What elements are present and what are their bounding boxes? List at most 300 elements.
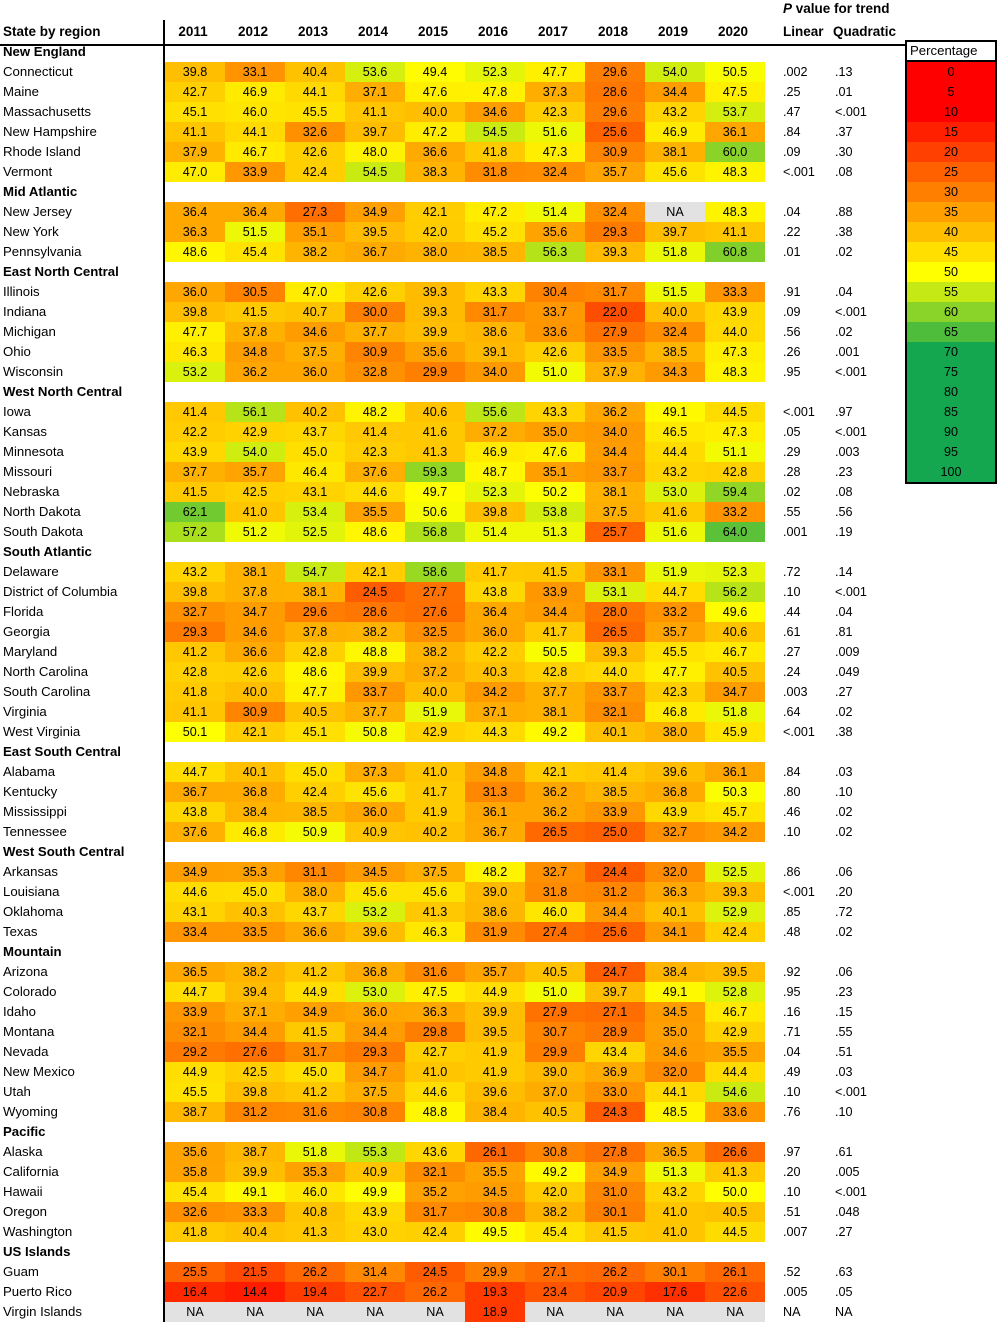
- region-header-row: [0, 942, 1000, 962]
- heat-cell-strip: [165, 142, 765, 162]
- state-row: [0, 122, 1000, 142]
- heat-cell: 37.9: [165, 142, 225, 162]
- heat-cell: 51.0: [525, 362, 585, 382]
- heat-cell: 36.7: [165, 782, 225, 802]
- year-header-2017: 2017: [537, 24, 569, 39]
- heat-cell: 43.8: [465, 582, 525, 602]
- heat-cell: 38.7: [165, 1102, 225, 1122]
- heat-cell: 33.4: [165, 922, 225, 942]
- state-label: New Jersey: [3, 204, 72, 219]
- heat-cell-strip: [165, 322, 765, 342]
- heat-cell: 36.1: [705, 762, 765, 782]
- heat-cell: NA: [405, 1302, 465, 1322]
- heat-cell: 56.3: [525, 242, 585, 262]
- heat-cell: 36.2: [585, 402, 645, 422]
- state-label: Oregon: [3, 1204, 47, 1219]
- heat-cell: 40.2: [285, 402, 345, 422]
- state-row: [0, 822, 1000, 842]
- p-linear-value: .27: [783, 645, 801, 659]
- heat-cell: 42.9: [405, 722, 465, 742]
- heat-cell: 42.8: [525, 662, 585, 682]
- legend-swatch-35: 35: [907, 202, 995, 222]
- heat-cell: 51.9: [405, 702, 465, 722]
- heat-cell: 34.6: [285, 322, 345, 342]
- heat-cell: 32.1: [405, 1162, 465, 1182]
- heat-cell: 16.4: [165, 1282, 225, 1302]
- p-quadratic-value: .01: [835, 85, 853, 99]
- heat-cell: 42.6: [345, 282, 405, 302]
- p-linear-value: .48: [783, 925, 801, 939]
- year-header-2018: 2018: [597, 24, 629, 39]
- heat-cell: 50.5: [705, 62, 765, 82]
- p-linear-value: .84: [783, 765, 801, 779]
- heat-cell: 31.3: [465, 782, 525, 802]
- heat-cell: 39.0: [465, 882, 525, 902]
- heat-cell: 37.7: [165, 462, 225, 482]
- legend-swatch-15: 15: [907, 122, 995, 142]
- heat-cell: 49.2: [525, 1162, 585, 1182]
- heat-cell: 48.3: [705, 202, 765, 222]
- heat-cell: 38.6: [465, 322, 525, 342]
- heat-cell: 48.8: [345, 642, 405, 662]
- heat-cell: NA: [165, 1302, 225, 1322]
- heat-cell: 41.9: [465, 1042, 525, 1062]
- heat-cell: 43.4: [585, 1042, 645, 1062]
- heat-cell: 41.1: [165, 702, 225, 722]
- heat-cell: 41.7: [525, 622, 585, 642]
- heat-cell: 30.5: [225, 282, 285, 302]
- state-label: Arkansas: [3, 864, 58, 879]
- heat-cell: 38.5: [285, 802, 345, 822]
- heat-cell: 42.8: [165, 662, 225, 682]
- p-quadratic-value: .10: [835, 785, 853, 799]
- heat-cell-strip: [165, 422, 765, 442]
- heat-cell: 38.1: [225, 562, 285, 582]
- heat-cell: 53.2: [165, 362, 225, 382]
- heat-cell: 46.7: [225, 142, 285, 162]
- heat-cell: 54.5: [465, 122, 525, 142]
- heat-cell: 40.5: [285, 702, 345, 722]
- heat-cell: 34.3: [645, 362, 705, 382]
- heat-cell: 36.0: [345, 1002, 405, 1022]
- heat-cell: 24.5: [345, 582, 405, 602]
- p-quadratic-value: <.001: [835, 1185, 867, 1199]
- state-label: Alaska: [3, 1144, 43, 1159]
- heat-cell: 41.7: [405, 782, 465, 802]
- heat-cell: 36.2: [525, 782, 585, 802]
- heat-cell: 36.0: [345, 802, 405, 822]
- heat-cell: 31.7: [285, 1042, 345, 1062]
- legend-swatch-0: 0: [907, 62, 995, 82]
- heat-cell: 47.0: [165, 162, 225, 182]
- state-row: [0, 362, 1000, 382]
- heat-cell: 41.2: [285, 962, 345, 982]
- state-row: [0, 762, 1000, 782]
- state-label: Pennsylvania: [3, 244, 82, 259]
- state-row: [0, 962, 1000, 982]
- state-row: [0, 782, 1000, 802]
- year-header-2016: 2016: [477, 24, 509, 39]
- heat-cell-strip: [165, 682, 765, 702]
- heat-cell: 58.6: [405, 562, 465, 582]
- heat-cell: 40.0: [225, 682, 285, 702]
- heat-cell: 38.0: [645, 722, 705, 742]
- heat-cell: 37.8: [225, 582, 285, 602]
- region-label: Mid Atlantic: [3, 184, 78, 199]
- heat-cell: 29.6: [585, 62, 645, 82]
- heat-cell: 45.6: [645, 162, 705, 182]
- heat-cell: 43.1: [285, 482, 345, 502]
- heat-cell: 41.5: [585, 1222, 645, 1242]
- state-label: Nevada: [3, 1044, 49, 1059]
- heat-cell: 41.2: [165, 642, 225, 662]
- heat-cell-strip: [165, 1042, 765, 1062]
- heat-cell: 29.2: [165, 1042, 225, 1062]
- p-italic: P: [783, 1, 793, 16]
- heat-cell: 37.8: [285, 622, 345, 642]
- heat-cell: 40.4: [285, 62, 345, 82]
- heat-cell: 46.7: [705, 642, 765, 662]
- state-row: [0, 322, 1000, 342]
- heat-cell-strip: [165, 722, 765, 742]
- heat-cell: 34.9: [285, 1002, 345, 1022]
- p-linear-value: .09: [783, 305, 801, 319]
- heat-cell: 44.5: [705, 1222, 765, 1242]
- heat-cell: 52.3: [465, 482, 525, 502]
- p-quadratic-value: .81: [835, 625, 853, 639]
- state-row: [0, 1102, 1000, 1122]
- region-label: West North Central: [3, 384, 123, 399]
- heat-cell: 44.7: [645, 582, 705, 602]
- region-header-row: [0, 842, 1000, 862]
- heat-cell: 43.2: [165, 562, 225, 582]
- heat-cell: 37.1: [345, 82, 405, 102]
- state-label: Washington: [3, 1224, 73, 1239]
- heat-cell: 48.0: [345, 142, 405, 162]
- heat-cell: 40.1: [585, 722, 645, 742]
- heat-cell: 49.1: [645, 402, 705, 422]
- heat-cell: 41.1: [705, 222, 765, 242]
- heat-cell: 29.3: [165, 622, 225, 642]
- p-value-trend-header: [783, 1, 890, 16]
- heat-cell: 39.8: [165, 302, 225, 322]
- legend-swatch-55: 55: [907, 282, 995, 302]
- heat-cell: 52.8: [705, 982, 765, 1002]
- heat-cell-strip: [165, 162, 765, 182]
- p-trend-rest: value for trend: [792, 1, 890, 16]
- state-row: [0, 222, 1000, 242]
- p-quadratic-value: .97: [835, 405, 853, 419]
- state-by-region-header: State by region: [3, 24, 101, 39]
- state-label: New Hampshire: [3, 124, 97, 139]
- p-linear-value: .85: [783, 905, 801, 919]
- heat-cell: 49.6: [705, 602, 765, 622]
- heat-cell-strip: [165, 1182, 765, 1202]
- p-quadratic-value: .38: [835, 725, 853, 739]
- heat-cell: 39.8: [165, 582, 225, 602]
- heat-cell: 56.1: [225, 402, 285, 422]
- heat-cell: 14.4: [225, 1282, 285, 1302]
- heat-cell: 46.9: [465, 442, 525, 462]
- state-label: Oklahoma: [3, 904, 64, 919]
- heat-cell: 32.6: [285, 122, 345, 142]
- heat-cell: 36.5: [165, 962, 225, 982]
- p-quadratic-value: .049: [835, 665, 860, 679]
- heat-cell: 30.7: [525, 1022, 585, 1042]
- heat-cell: 27.8: [585, 1142, 645, 1162]
- heat-cell-strip: [165, 602, 765, 622]
- state-label: West Virginia: [3, 724, 81, 739]
- p-quadratic-value: .23: [835, 465, 853, 479]
- heat-cell: 43.9: [705, 302, 765, 322]
- heat-cell-strip: [165, 202, 765, 222]
- heat-cell: 38.4: [645, 962, 705, 982]
- heat-cell-strip: [165, 862, 765, 882]
- heat-cell: 32.7: [645, 822, 705, 842]
- heat-cell: 44.9: [165, 1062, 225, 1082]
- region-header-row: [0, 182, 1000, 202]
- region-label: New England: [3, 44, 86, 59]
- heat-cell: 41.0: [405, 762, 465, 782]
- heat-cell: 46.3: [405, 922, 465, 942]
- heat-cell: 39.3: [585, 242, 645, 262]
- heat-cell: 25.7: [585, 522, 645, 542]
- heat-cell: 41.6: [645, 502, 705, 522]
- p-quadratic-value: .23: [835, 985, 853, 999]
- heat-cell: 51.3: [645, 1162, 705, 1182]
- heat-cell: 37.9: [585, 362, 645, 382]
- p-quadratic-value: .20: [835, 885, 853, 899]
- heat-cell: 39.8: [225, 1082, 285, 1102]
- heat-cell: NA: [645, 1302, 705, 1322]
- heat-cell-strip: [165, 242, 765, 262]
- heat-cell: 45.0: [285, 1062, 345, 1082]
- heat-cell: 26.1: [465, 1142, 525, 1162]
- heat-cell: 47.0: [285, 282, 345, 302]
- legend-swatch-65: 65: [907, 322, 995, 342]
- heat-cell: 42.1: [525, 762, 585, 782]
- heat-cell: 39.3: [585, 642, 645, 662]
- heat-cell: 40.0: [645, 302, 705, 322]
- heat-cell: 36.4: [225, 202, 285, 222]
- heat-cell: 42.2: [165, 422, 225, 442]
- heat-cell-strip: [165, 902, 765, 922]
- heat-cell: 33.0: [585, 1082, 645, 1102]
- heat-cell: 34.9: [345, 202, 405, 222]
- p-linear-value: .64: [783, 705, 801, 719]
- p-linear-value: .003: [783, 685, 808, 699]
- heat-cell: 46.9: [645, 122, 705, 142]
- heat-cell: 34.4: [645, 82, 705, 102]
- heat-cell: 38.0: [285, 882, 345, 902]
- heat-cell: 47.6: [405, 82, 465, 102]
- legend-title: Percentage: [905, 40, 997, 62]
- heat-cell: 50.2: [525, 482, 585, 502]
- heat-cell: 32.5: [405, 622, 465, 642]
- heat-cell: 37.5: [285, 342, 345, 362]
- heat-cell: 51.6: [645, 522, 705, 542]
- heat-cell: 38.1: [525, 702, 585, 722]
- heat-cell: 30.9: [345, 342, 405, 362]
- heat-cell-strip: [165, 482, 765, 502]
- heat-cell: 48.5: [645, 1102, 705, 1122]
- state-row: [0, 622, 1000, 642]
- heat-cell: 39.9: [405, 322, 465, 342]
- heat-cell-strip: [165, 762, 765, 782]
- p-quadratic-value: NA: [835, 1305, 853, 1319]
- state-row: [0, 1042, 1000, 1062]
- state-row: [0, 662, 1000, 682]
- heat-cell-strip: [165, 1142, 765, 1162]
- heat-cell: 32.7: [525, 862, 585, 882]
- state-row: [0, 62, 1000, 82]
- heat-cell-strip: [165, 822, 765, 842]
- heat-cell: 39.9: [465, 1002, 525, 1022]
- heat-cell-strip: [165, 1062, 765, 1082]
- p-linear-value: .007: [783, 1225, 808, 1239]
- p-quadratic-value: .27: [835, 685, 853, 699]
- p-linear-value: .24: [783, 665, 801, 679]
- column-header-row: [0, 22, 1000, 44]
- legend-swatch-50: 50: [907, 262, 995, 282]
- region-header-row: [0, 542, 1000, 562]
- heat-cell-strip: [165, 1302, 765, 1322]
- heat-cell: 34.9: [165, 862, 225, 882]
- heat-cell: 59.4: [705, 482, 765, 502]
- heat-cell: 48.7: [465, 462, 525, 482]
- heat-cell: 50.9: [285, 822, 345, 842]
- heat-cell: 38.7: [225, 1142, 285, 1162]
- heat-cell: 47.5: [405, 982, 465, 1002]
- heat-cell: 54.0: [645, 62, 705, 82]
- heat-cell: 35.5: [465, 1162, 525, 1182]
- p-quadratic-value: .38: [835, 225, 853, 239]
- state-row: [0, 1002, 1000, 1022]
- heat-cell: 36.1: [705, 122, 765, 142]
- heat-cell: 37.3: [345, 762, 405, 782]
- quadratic-header: Quadratic: [833, 24, 897, 39]
- heat-cell: 40.9: [345, 1162, 405, 1182]
- heat-cell: 44.4: [645, 442, 705, 462]
- heat-cell: 26.2: [405, 1282, 465, 1302]
- heat-cell-strip: [165, 1082, 765, 1102]
- p-linear-value: .56: [783, 325, 801, 339]
- heat-cell: 55.6: [465, 402, 525, 422]
- heat-cell: 34.4: [225, 1022, 285, 1042]
- p-linear-value: .47: [783, 105, 801, 119]
- heat-cell: 35.2: [405, 1182, 465, 1202]
- p-linear-value: .04: [783, 1045, 801, 1059]
- heat-cell: 27.9: [585, 322, 645, 342]
- heat-cell: 33.7: [345, 682, 405, 702]
- heat-cell: 26.2: [285, 1262, 345, 1282]
- legend-swatch-90: 90: [907, 422, 995, 442]
- state-row: [0, 682, 1000, 702]
- heat-cell: 43.8: [165, 802, 225, 822]
- heat-cell: 51.5: [645, 282, 705, 302]
- heat-cell-strip: [165, 662, 765, 682]
- heat-cell: 36.7: [465, 822, 525, 842]
- heat-cell: 45.4: [165, 1182, 225, 1202]
- heat-cell: 42.1: [405, 202, 465, 222]
- state-label: New York: [3, 224, 59, 239]
- heat-cell: 39.7: [585, 982, 645, 1002]
- heat-cell: 39.0: [525, 1062, 585, 1082]
- heat-cell: 44.6: [405, 1082, 465, 1102]
- p-quadratic-value: .02: [835, 705, 853, 719]
- heat-cell: 32.4: [585, 202, 645, 222]
- heat-cell: 52.5: [285, 522, 345, 542]
- p-quadratic-value: .10: [835, 1105, 853, 1119]
- heat-cell: 40.6: [705, 622, 765, 642]
- heat-cell: 39.7: [645, 222, 705, 242]
- heat-cell: 50.6: [405, 502, 465, 522]
- p-linear-value: .04: [783, 205, 801, 219]
- state-row: [0, 522, 1000, 542]
- heat-cell: 38.5: [465, 242, 525, 262]
- heat-cell: 46.0: [225, 102, 285, 122]
- heat-cell: 51.5: [225, 222, 285, 242]
- p-quadratic-value: <.001: [835, 1085, 867, 1099]
- heat-cell-strip: [165, 1282, 765, 1302]
- heat-cell: 34.5: [645, 1002, 705, 1022]
- heat-cell: 37.7: [525, 682, 585, 702]
- heat-cell: 41.0: [405, 1062, 465, 1082]
- heat-cell: NA: [285, 1302, 345, 1322]
- heat-cell: 27.1: [525, 1262, 585, 1282]
- state-label: Ohio: [3, 344, 31, 359]
- p-quadratic-value: .15: [835, 1005, 853, 1019]
- heat-cell: 40.5: [525, 1102, 585, 1122]
- state-label: South Carolina: [3, 684, 91, 699]
- heat-cell: 39.6: [345, 922, 405, 942]
- p-linear-value: .02: [783, 485, 801, 499]
- p-quadratic-value: .61: [835, 1145, 853, 1159]
- heat-cell: 38.1: [585, 482, 645, 502]
- heat-cell: 28.6: [345, 602, 405, 622]
- heat-cell: 35.5: [705, 1042, 765, 1062]
- heat-cell: 38.5: [645, 342, 705, 362]
- state-label: Indiana: [3, 304, 47, 319]
- heat-cell: 41.1: [165, 122, 225, 142]
- p-quadratic-value: .56: [835, 505, 853, 519]
- state-label: Hawaii: [3, 1184, 43, 1199]
- heat-cell: 51.4: [525, 202, 585, 222]
- p-quadratic-value: .06: [835, 865, 853, 879]
- heat-cell: 42.2: [465, 642, 525, 662]
- p-linear-value: .10: [783, 825, 801, 839]
- state-row: [0, 582, 1000, 602]
- heat-cell: 42.3: [525, 102, 585, 122]
- heat-cell: 41.0: [645, 1202, 705, 1222]
- legend-swatch-100: 100: [907, 462, 995, 482]
- heat-cell: 36.6: [405, 142, 465, 162]
- heat-cell-strip: [165, 402, 765, 422]
- heat-cell: 40.8: [285, 1202, 345, 1222]
- heat-cell: 33.1: [225, 62, 285, 82]
- heat-cell: 56.8: [405, 522, 465, 542]
- p-quadratic-value: .72: [835, 905, 853, 919]
- p-linear-value: .09: [783, 145, 801, 159]
- legend-swatch-45: 45: [907, 242, 995, 262]
- heat-cell: 33.7: [585, 462, 645, 482]
- heat-cell: 47.7: [645, 662, 705, 682]
- state-row: [0, 1202, 1000, 1222]
- heat-cell: 45.5: [645, 642, 705, 662]
- heat-cell: 47.5: [705, 82, 765, 102]
- state-label: District of Columbia: [3, 584, 118, 599]
- heat-cell: 51.9: [645, 562, 705, 582]
